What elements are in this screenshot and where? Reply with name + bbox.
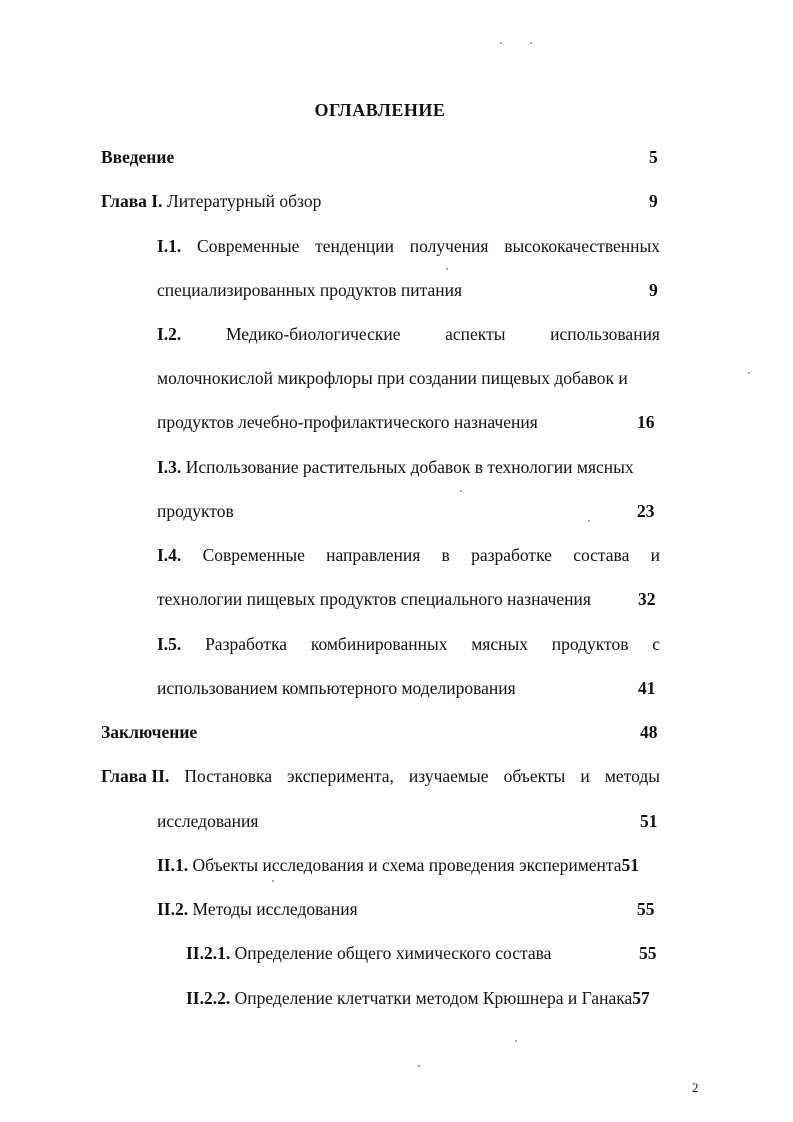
toc-entry-label: Введение bbox=[101, 147, 175, 167]
toc-entry-section-1-5 bbox=[157, 633, 660, 655]
toc-entry-section-2-1 bbox=[157, 854, 639, 876]
page-title: ОГЛАВЛЕНИЕ bbox=[314, 100, 446, 120]
toc-word: мясных bbox=[471, 634, 528, 654]
toc-entry-continuation: продуктов bbox=[157, 501, 234, 521]
scan-speck bbox=[515, 1040, 517, 1042]
toc-entry-section-2-2-1 bbox=[186, 942, 551, 964]
toc-word: в bbox=[441, 545, 450, 565]
scan-speck bbox=[272, 880, 274, 882]
toc-page-number: 9 bbox=[649, 280, 658, 300]
toc-page-number: 32 bbox=[638, 589, 656, 609]
toc-word: тенденции bbox=[315, 236, 395, 256]
toc-word: состава bbox=[573, 545, 630, 565]
toc-section-number: I.5. bbox=[157, 634, 182, 654]
toc-word: объекты bbox=[503, 766, 566, 786]
toc-entry-section-2-2 bbox=[157, 898, 358, 920]
toc-entry-label: Объекты исследования и схема проведения эксперимента bbox=[192, 855, 622, 875]
toc-section-number: I.2. bbox=[157, 324, 182, 344]
toc-word: Современные bbox=[197, 236, 300, 256]
toc-word: аспекты bbox=[445, 324, 506, 344]
toc-entry-section-1-3 bbox=[157, 456, 634, 478]
toc-word: с bbox=[652, 634, 660, 654]
toc-entry-section-1-1 bbox=[157, 235, 660, 257]
toc-page-number: 51 bbox=[640, 811, 658, 831]
scan-speck bbox=[500, 42, 502, 44]
toc-entry-chapter-1 bbox=[101, 190, 321, 212]
toc-entry-continuation: технологии пищевых продуктов специального назначения bbox=[157, 589, 591, 609]
toc-entry-chapter-2 bbox=[101, 765, 660, 787]
toc-section-number: II.2. bbox=[157, 899, 189, 919]
toc-page-number: 57 bbox=[632, 988, 650, 1008]
toc-entry-label: Заключение bbox=[101, 722, 198, 742]
toc-page-number: 41 bbox=[638, 678, 656, 698]
scan-speck bbox=[530, 42, 532, 44]
toc-entry-section-1-4 bbox=[157, 544, 660, 566]
toc-entry-label: Определение общего химического состава bbox=[234, 943, 552, 963]
toc-entry-intro bbox=[101, 146, 174, 168]
toc-entry-continuation: исследования bbox=[157, 811, 259, 831]
toc-entry-conclusion bbox=[101, 721, 197, 743]
scan-speck bbox=[588, 520, 590, 522]
toc-entry-label: Использование растительных добавок в технологии мясных bbox=[185, 457, 634, 477]
toc-entry-section-2-2-2 bbox=[186, 987, 650, 1009]
toc-word: использования bbox=[550, 324, 660, 344]
toc-entry-continuation: использованием компьютерного моделирования bbox=[157, 678, 516, 698]
toc-entry-continuation: продуктов лечебно-профилактического назначения bbox=[157, 412, 538, 432]
toc-page-number: 16 bbox=[637, 412, 655, 432]
page-number: 2 bbox=[692, 1080, 699, 1095]
toc-page-number: 48 bbox=[640, 722, 658, 742]
toc-entry-label: Литературный обзор bbox=[166, 191, 322, 211]
toc-page-number: 23 bbox=[637, 501, 655, 521]
toc-entry-label: Определение клетчатки методом Крюшнера и Ганака bbox=[234, 988, 633, 1008]
toc-word: Медико-биологические bbox=[225, 324, 401, 344]
toc-chapter-prefix: Глава II. bbox=[101, 766, 170, 786]
scan-speck bbox=[460, 490, 462, 492]
toc-page-number: 51 bbox=[621, 855, 640, 875]
toc-word: и bbox=[650, 545, 660, 565]
toc-word: продуктов bbox=[551, 634, 629, 654]
scan-speck bbox=[446, 268, 448, 270]
toc-word: изучаемые bbox=[408, 766, 489, 786]
scan-speck bbox=[418, 1065, 420, 1067]
toc-word: комбинированных bbox=[310, 634, 448, 654]
toc-entry-continuation: молочнокислой микрофлоры при создании пищевых добавок и bbox=[157, 368, 628, 388]
scan-speck bbox=[748, 372, 750, 374]
toc-section-number: II.1. bbox=[157, 855, 189, 875]
toc-entry-section-1-2 bbox=[157, 323, 660, 345]
toc-word: Постановка bbox=[184, 766, 272, 786]
toc-entry-label: Методы исследования bbox=[192, 899, 358, 919]
toc-page-number: 55 bbox=[637, 899, 655, 919]
toc-section-number: II.2.1. bbox=[186, 943, 231, 963]
toc-word: Разработка bbox=[205, 634, 288, 654]
toc-word: разработке bbox=[471, 545, 552, 565]
toc-word: методы bbox=[604, 766, 660, 786]
toc-section-number: II.2.2. bbox=[186, 988, 231, 1008]
toc-word: и bbox=[580, 766, 590, 786]
toc-word: эксперимента, bbox=[287, 766, 394, 786]
toc-entry-continuation: специализированных продуктов питания bbox=[157, 280, 463, 300]
toc-word: Современные bbox=[202, 545, 305, 565]
toc-page-number: 55 bbox=[639, 943, 657, 963]
toc-word: получения bbox=[409, 236, 489, 256]
toc-page-number: 5 bbox=[649, 147, 658, 167]
toc-word: высококачественных bbox=[504, 236, 660, 256]
toc-page-number: 9 bbox=[649, 191, 658, 211]
toc-section-number: I.4. bbox=[157, 545, 182, 565]
toc-word: направления bbox=[326, 545, 421, 565]
toc-section-number: I.3. bbox=[157, 457, 182, 477]
toc-section-number: I.1. bbox=[157, 236, 182, 256]
toc-chapter-prefix: Глава I. bbox=[101, 191, 163, 211]
